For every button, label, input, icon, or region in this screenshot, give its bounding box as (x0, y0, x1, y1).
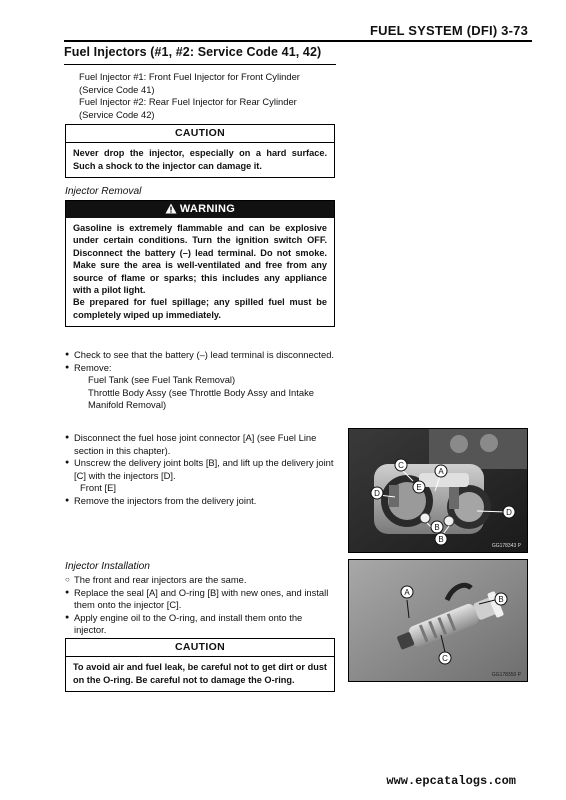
callout-label: E (416, 483, 422, 492)
intro-line: Fuel Injector #2: Rear Fuel Injector for Rear Cylinder (79, 96, 297, 108)
callout-label: C (442, 654, 448, 663)
caution-title: CAUTION (66, 125, 334, 143)
list-item: ● Replace the seal [A] and O-ring [B] with new ones, and install them onto the injector [C]. (65, 587, 337, 612)
section-title: Fuel Injectors (#1, #2: Service Code 41, 42) (64, 45, 322, 59)
callout-label: D (374, 489, 380, 498)
warning-title: WARNING (179, 203, 236, 215)
installation-heading: Injector Installation (65, 561, 150, 572)
injector-intro (79, 71, 337, 121)
list-item: ● Disconnect the fuel hose joint connector [A] (see Fuel Line section in this chapter). (65, 432, 337, 457)
list-item-text: Remove: (74, 361, 112, 373)
callout-label: D (506, 508, 512, 517)
callout-label: A (404, 588, 410, 597)
sub-item: Fuel Tank (see Fuel Tank Removal) (88, 374, 236, 386)
photo-code: GG178350 P (491, 672, 521, 678)
caution-title: CAUTION (66, 639, 334, 657)
removal-steps-1 (65, 349, 337, 412)
sub-item: Throttle Body Assy (see Throttle Body Assy and Intake Manifold Removal) (88, 386, 314, 411)
footer-url: www.epcatalogs.com (386, 774, 516, 788)
list-item (65, 457, 337, 495)
removal-steps-2 (65, 432, 337, 508)
callout-label: C (398, 461, 404, 470)
warning-box (65, 200, 335, 327)
warning-triangle-icon (165, 203, 177, 214)
list-item: ● Apply engine oil to the O-ring, and install them onto the injector. (65, 612, 337, 637)
warning-text (66, 218, 334, 326)
list-item: ● Check to see that the battery (–) lead terminal is disconnected. (65, 349, 337, 362)
caution-text: To avoid air and fuel leak, be careful not to get dirt or dust on the O-ring. Be careful not to damage the O-ring. (73, 662, 327, 685)
section-rule (64, 64, 336, 65)
injector-photo (348, 559, 528, 682)
photo-code: GG178343 P (491, 543, 521, 549)
delivery-joint-photo (348, 428, 528, 553)
note-item: ○ The front and rear injectors are the same. (65, 574, 337, 587)
callout-label: B (438, 535, 444, 544)
installation-steps (65, 574, 337, 637)
intro-line: (Service Code 41) (79, 83, 155, 95)
removal-heading: Injector Removal (65, 186, 142, 197)
list-item (65, 362, 337, 412)
intro-line: Fuel Injector #1: Front Fuel Injector for Front Cylinder (79, 71, 300, 82)
header-rule (64, 40, 532, 42)
page-header-title: FUEL SYSTEM (DFI) 3-73 (369, 23, 528, 38)
list-item: ● Remove the injectors from the delivery joint. (65, 495, 337, 508)
caution-text: Never drop the injector, especially on a hard surface. Such a shock to the injector can damage it. (73, 148, 327, 171)
caution-box-drop (65, 124, 335, 178)
intro-line: (Service Code 42) (79, 108, 155, 120)
list-item-text: Unscrew the delivery joint bolts [B], and lift up the delivery joint [C] with the injectors [D]. (74, 457, 334, 481)
callout-label: A (438, 467, 444, 476)
delivery-joint-image (349, 429, 527, 552)
callout-label: B (434, 523, 440, 532)
warning-paragraph: Gasoline is extremely flammable and can be explosive under certain conditions. Turn the ignition switch OFF. Disconnect the battery (–) lead terminal. Do not smoke. Make sure the area is well-ventilated and free from any source of flame or sparks; this includes any appliance with a pilot light. (73, 223, 327, 296)
warning-paragraph: Be prepared for fuel spillage; any spilled fuel must be completely wiped up immediately. (73, 297, 327, 320)
injector-image (349, 560, 527, 681)
caution-box-leak (65, 638, 335, 692)
warning-header (66, 201, 334, 218)
sub-item: Front [E] (80, 482, 116, 494)
callout-label: B (498, 595, 504, 604)
